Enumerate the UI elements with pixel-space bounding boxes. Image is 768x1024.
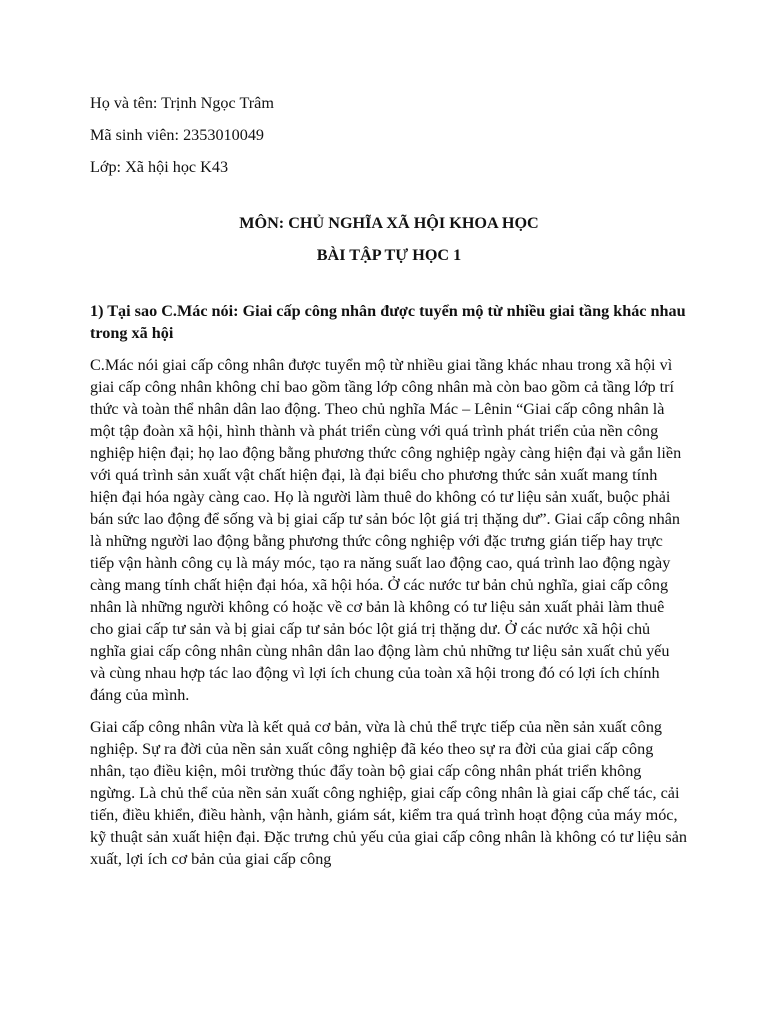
question-heading: 1) Tại sao C.Mác nói: Giai cấp công nhân được tuyển mộ từ nhiều giai tầng khác nhau trong xã hội: [90, 302, 686, 342]
answer-paragraph-2: Giai cấp công nhân vừa là kết quả cơ bản, vừa là chủ thể trực tiếp của nền sản xuất công nghiệp. Sự ra đời của nền sản xuất công nghiệp đã kéo theo sự ra đời của giai cấp công nhân, tạo điều kiện, môi trường thúc đẩy toàn bộ giai cấp công nhân phát triển không ngừng. Là chủ thể của nền sản xuất công nghiệp, giai cấp công nhân là giai cấp chế tác, cải tiến, điều khiển, điều hành, vận hành, giám sát, kiểm tra quá trình hoạt động của máy móc, kỹ thuật sản xuất hiện đại. Đặc trưng chủ yếu của giai cấp công nhân là không có tư liệu sản xuất, lợi ích cơ bản của giai cấp công: [90, 718, 687, 868]
document-body: [90, 92, 688, 880]
document-titles: [90, 212, 688, 266]
assignment-title: BÀI TẬP TỰ HỌC 1: [316, 246, 462, 264]
subject-title: MÔN: CHỦ NGHĨA XÃ HỘI KHOA HỌC: [239, 214, 539, 232]
student-class: Lớp: Xã hội học K43: [90, 158, 229, 176]
student-name: Họ và tên: Trịnh Ngọc Trâm: [90, 94, 274, 112]
student-id: Mã sinh viên: 2353010049: [90, 126, 265, 144]
answer-paragraph-1: C.Mác nói giai cấp công nhân được tuyển mộ từ nhiều giai tầng khác nhau trong xã hội vì giai cấp công nhân không chỉ bao gồm tầng lớp công nhân mà còn bao gồm cả tầng lớp trí thức và toàn thể nhân dân lao động. Theo chủ nghĩa Mác – Lênin “Giai cấp công nhân là một tập đoàn xã hội, hình thành và phát triển cùng với quá trình phát triển của nền công nghiệp hiện đại; họ lao động bằng phương thức công nghiệp ngày càng hiện đại và gắn liền với quá trình sản xuất vật chất hiện đại, là đại biểu cho phương thức sản xuất mang tính hiện đại hóa ngày càng cao. Họ là người làm thuê do không có tư liệu sản xuất, buộc phải bán sức lao động để sống và bị giai cấp tư sản bóc lột giá trị thặng dư”. Giai cấp công nhân là những người lao động bằng phương thức công nghiệp với đặc trưng gián tiếp hay trực tiếp vận hành công cụ là máy móc, tạo ra năng suất lao động cao, quá trình lao động ngày càng mang tính chất hiện đại hóa, xã hội hóa. Ở các nước tư bản chủ nghĩa, giai cấp công nhân là những người không có hoặc về cơ bản là không có tư liệu sản xuất phải làm thuê cho giai cấp tư sản và bị giai cấp tư sản bóc lột giá trị thặng dư. Ở các nước xã hội chủ nghĩa giai cấp công nhân cùng nhân dân lao động làm chủ những tư liệu sản xuất chủ yếu và cùng nhau hợp tác lao động vì lợi ích chung của toàn xã hội trong đó có lợi ích chính đáng của mình.: [90, 356, 682, 704]
